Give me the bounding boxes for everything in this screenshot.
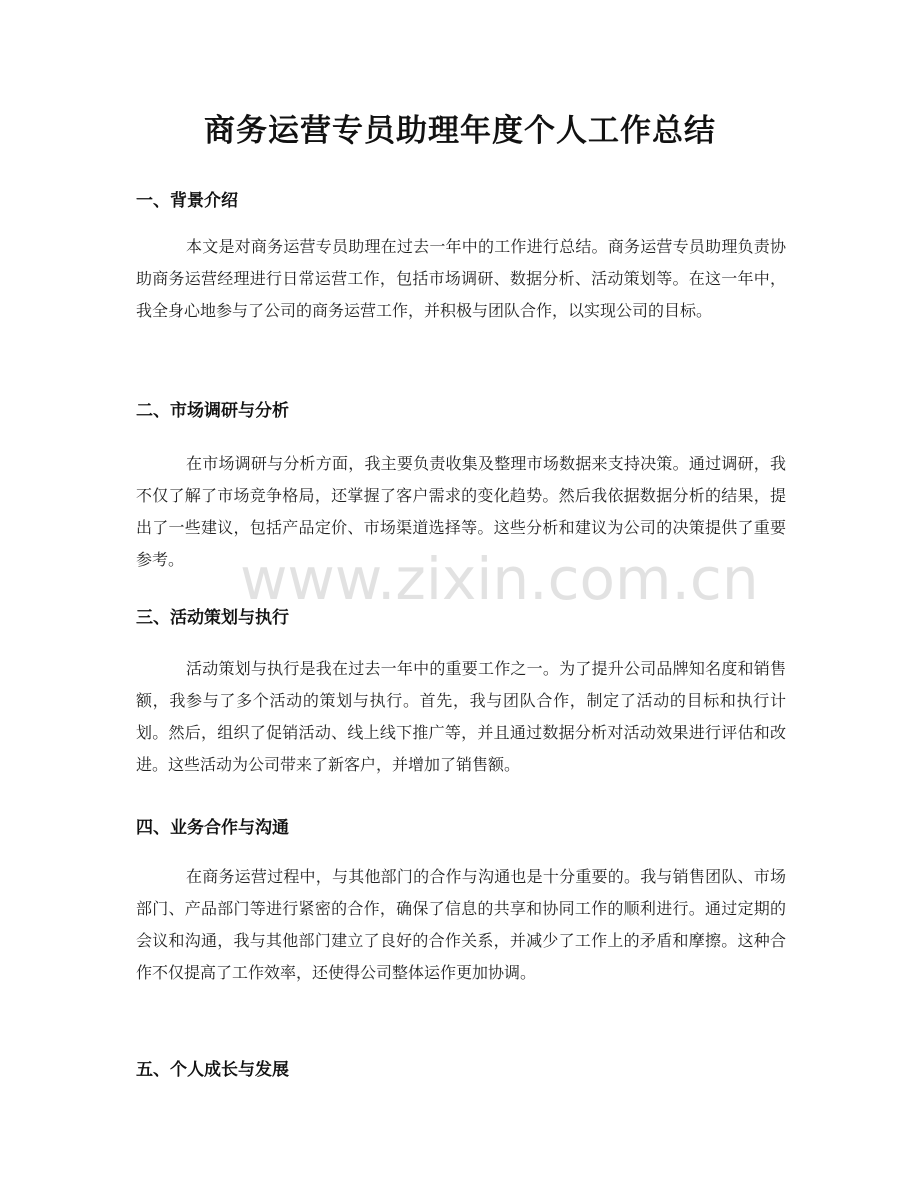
section-heading-personal-growth: 五、个人成长与发展 (136, 1060, 289, 1080)
document-title: 商务运营专员助理年度个人工作总结 (204, 113, 716, 149)
section-heading-market-research: 二、市场调研与分析 (136, 401, 289, 421)
watermark: www.zixin.com.cn (240, 545, 759, 613)
section-paragraph-background: 本文是对商务运营专员助理在过去一年中的工作进行总结。商务运营专员助理负责协助商务运营经理进行日常运营工作，包括市场调研、数据分析、活动策划等。在这一年中，我全身心地参与了公司的商务运营工作，并积极与团队合作，以实现公司的目标。 (136, 237, 786, 320)
section-paragraph-event-planning: 活动策划与执行是我在过去一年中的重要工作之一。为了提升公司品牌知名度和销售额，我参与了多个活动的策划与执行。首先，我与团队合作，制定了活动的目标和执行计划。然后，组织了促销活动、线上线下推广等，并且通过数据分析对活动效果进行评估和改进。这些活动为公司带来了新客户，并增加了销售额。 (136, 659, 786, 774)
section-heading-background: 一、背景介绍 (136, 191, 238, 211)
section-heading-business-cooperation: 四、业务合作与沟通 (136, 818, 289, 838)
section-paragraph-business-cooperation: 在商务运营过程中，与其他部门的合作与沟通也是十分重要的。我与销售团队、市场部门、产品部门等进行紧密的合作，确保了信息的共享和协同工作的顺利进行。通过定期的会议和沟通，我与其他部门建立了良好的合作关系，并减少了工作上的矛盾和摩擦。这种合作不仅提高了工作效率，还使得公司整体运作更加协调。 (136, 867, 786, 982)
section-heading-event-planning: 三、活动策划与执行 (136, 608, 289, 628)
section-paragraph-market-research: 在市场调研与分析方面，我主要负责收集及整理市场数据来支持决策。通过调研，我不仅了解了市场竞争格局，还掌握了客户需求的变化趋势。然后我依据数据分析的结果，提出了一些建议，包括产品定价、市场渠道选择等。这些分析和建议为公司的决策提供了重要参考。 (136, 454, 786, 569)
